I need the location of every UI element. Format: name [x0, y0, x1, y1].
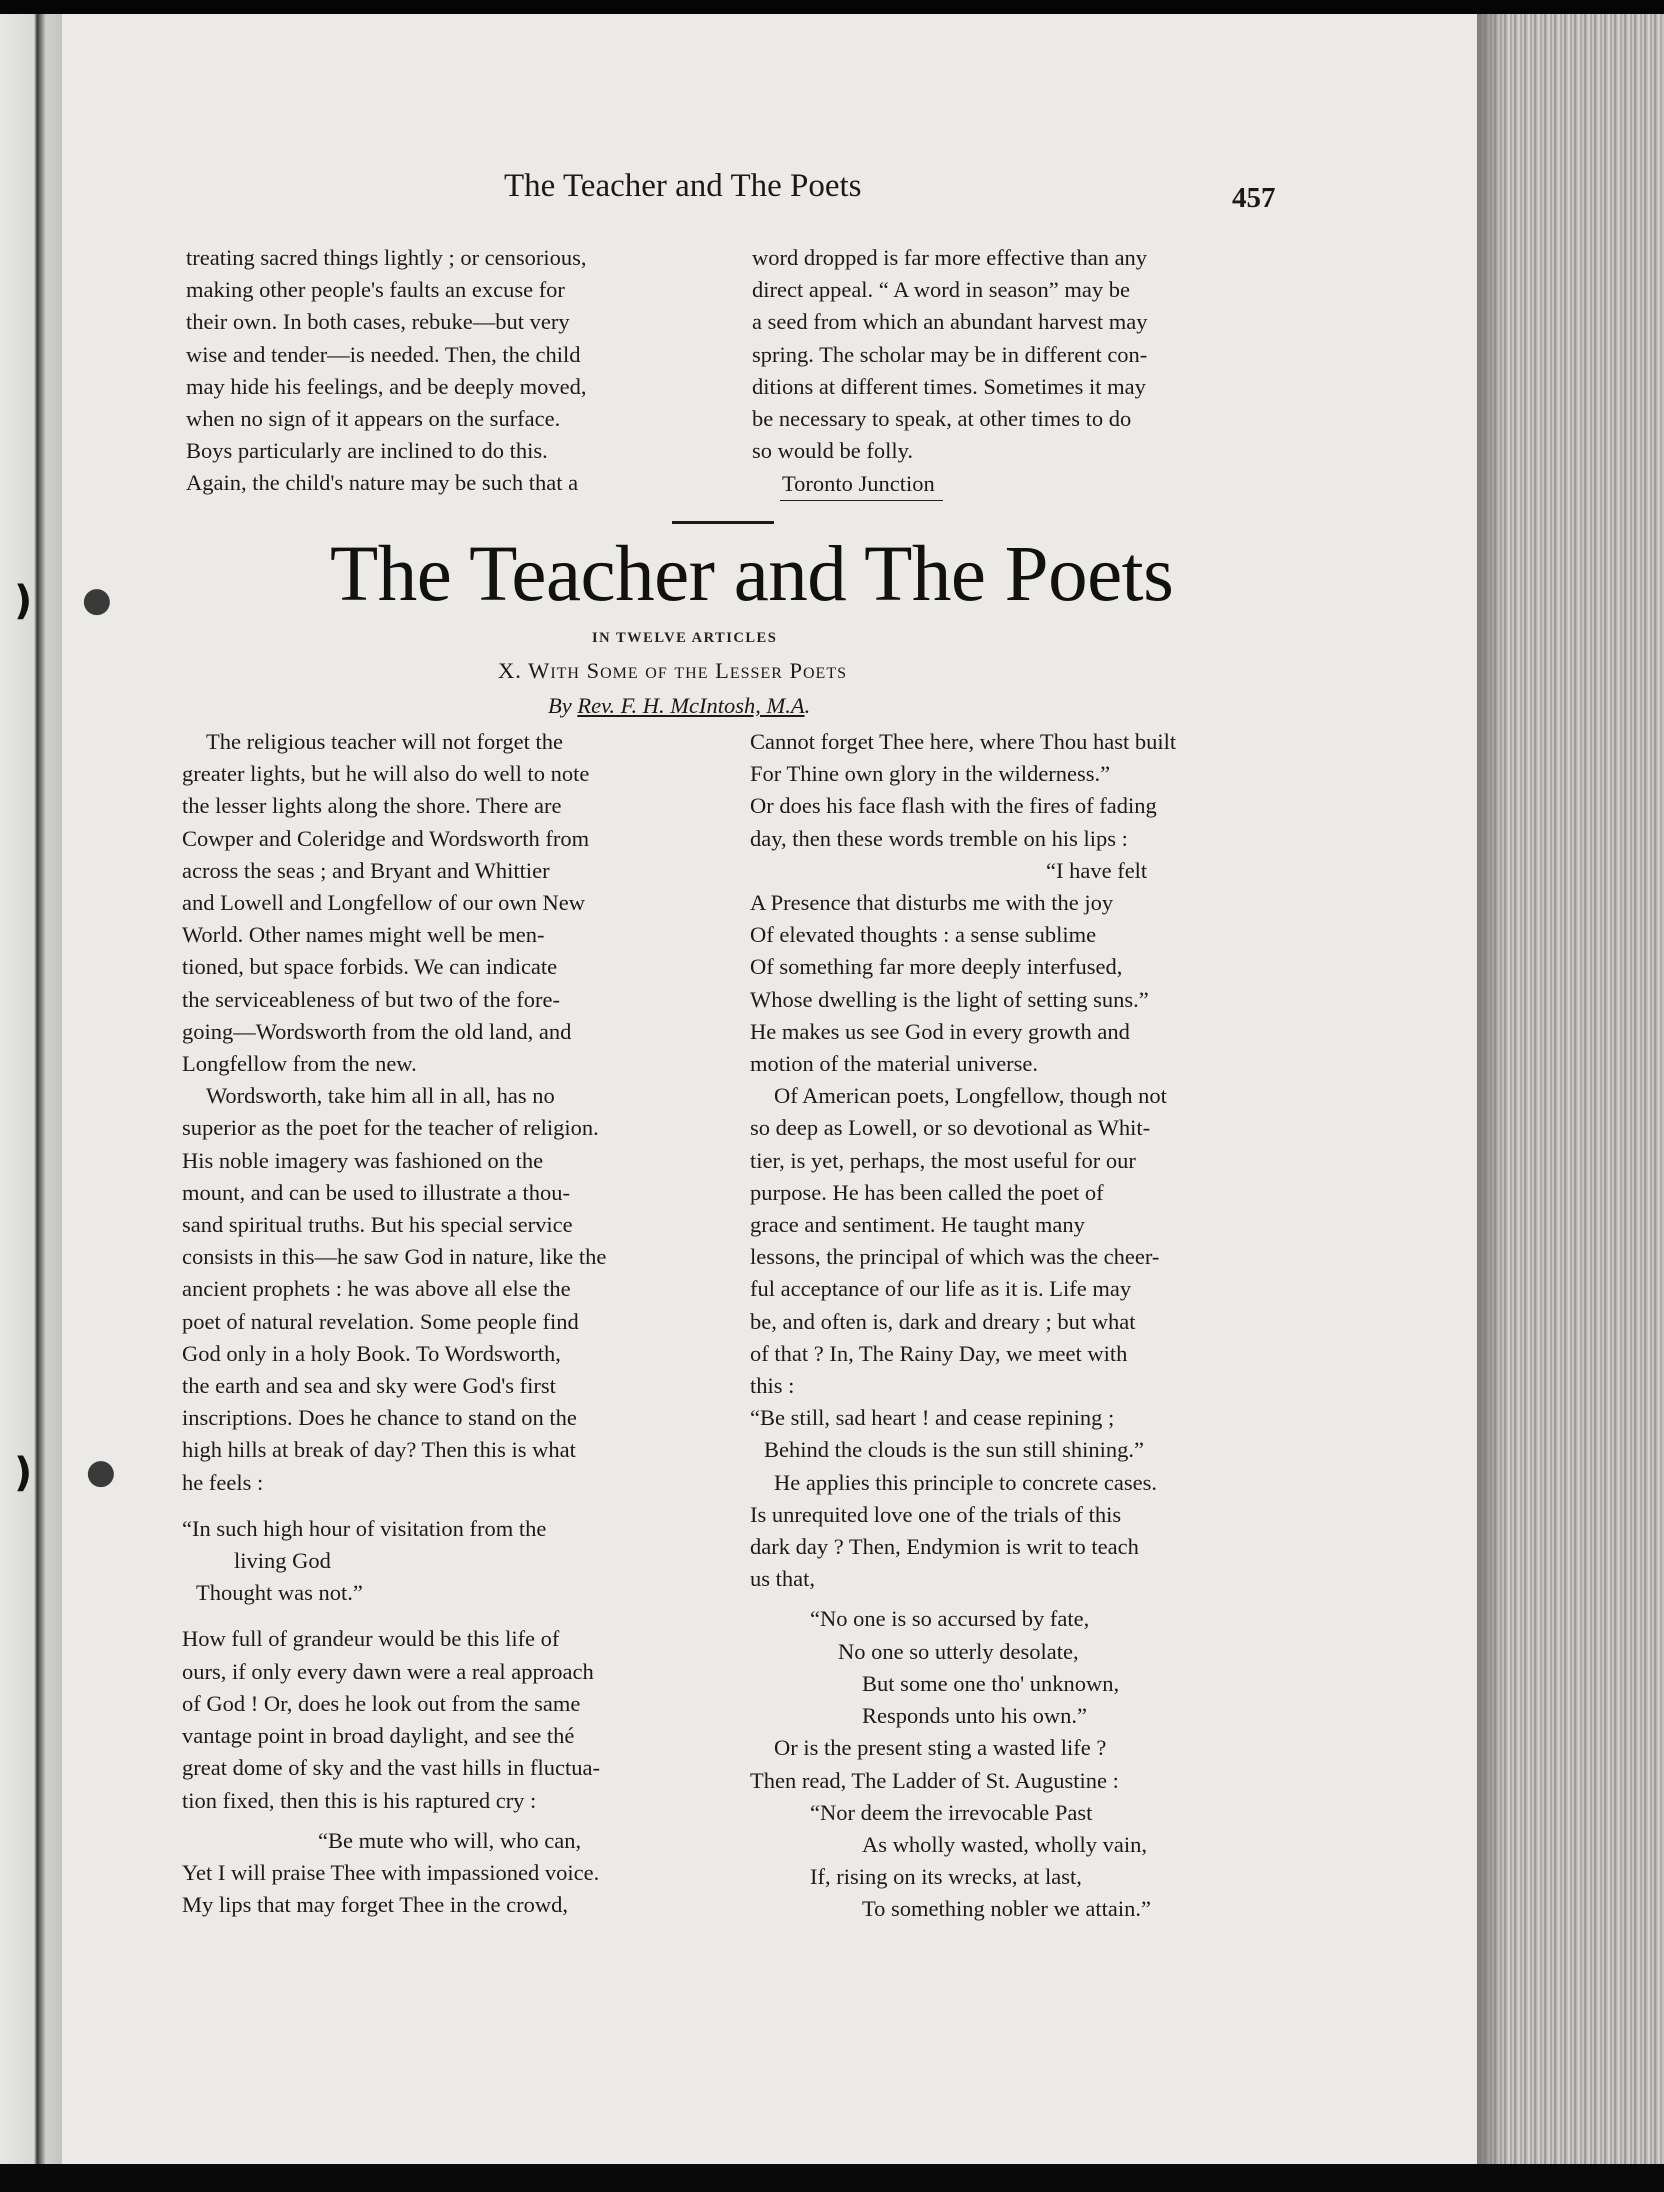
text-line: Boys particularly are inclined to do this. [186, 438, 548, 464]
text-line: the lesser lights along the shore. There are [182, 793, 562, 819]
verse-line: Cannot forget Thee here, where Thou hast built [750, 729, 1177, 754]
text-line: wise and tender—is needed. Then, the child [186, 341, 581, 367]
verse-line: If, rising on its wrecks, at last, [810, 1864, 1082, 1890]
spacer [182, 1499, 710, 1513]
text-line: of God ! Or, does he look out from the same [182, 1690, 581, 1716]
spacer [182, 1609, 710, 1623]
verse-line: “Nor deem the irrevocable Past [810, 1799, 1093, 1825]
text-line: His noble imagery was fashioned on the [182, 1147, 544, 1173]
verse-line: A Presence that disturbs me with the joy [750, 890, 1114, 916]
text-line: Cowper and Coleridge and Wordsworth from [182, 825, 590, 851]
text-line: Wordsworth, take him all in all, has no [206, 1083, 555, 1109]
scan-bottom-border [0, 2164, 1664, 2192]
text-line: going—Wordsworth from the old land, and [182, 1018, 572, 1044]
verse-line: “Be still, sad heart ! and cease repining ; [750, 1405, 1115, 1431]
text-line: this : [750, 1373, 795, 1399]
verse-line: “Be mute who will, who can, [318, 1827, 582, 1853]
binding-hole-icon: ) [14, 578, 33, 624]
text-line: vantage point in broad daylight, and see thé [182, 1723, 575, 1749]
article-title: The Teacher and The Poets [330, 531, 1174, 618]
text-line: day, then these words tremble on his lips : [750, 825, 1128, 851]
text-line: the earth and sea and sky were God's first [182, 1373, 556, 1399]
verse-line: “I have felt [1046, 857, 1148, 883]
text-line: Or does his face flash with the fires of fading [750, 793, 1157, 819]
spacer [182, 1817, 710, 1825]
verse-line: Behind the clouds is the sun still shining.” [764, 1437, 1144, 1463]
text-line: How full of grandeur would be this life of [182, 1626, 560, 1652]
verse-line: My lips that may forget Thee in the crowd, [182, 1892, 568, 1918]
text-line: making other people's faults an excuse for [186, 277, 565, 303]
author-name: Rev. F. H. McIntosh, M.A [577, 693, 805, 718]
text-line: grace and sentiment. He taught many [750, 1212, 1085, 1238]
verse-line: To something nobler we attain.” [862, 1896, 1151, 1922]
text-line: treating sacred things lightly ; or censorious, [186, 245, 587, 270]
verse-line: Whose dwelling is the light of setting suns.” [750, 986, 1149, 1012]
text-line: great dome of sky and the vast hills in fluctua- [182, 1755, 601, 1781]
text-line: He makes us see God in every growth and [750, 1018, 1130, 1044]
text-line: purpose. He has been called the poet of [750, 1179, 1104, 1205]
book-page-stack-edge [1477, 14, 1664, 2164]
text-line: motion of the material universe. [750, 1051, 1039, 1077]
verse-line: Of something far more deeply interfused, [750, 954, 1123, 980]
article-right-column [750, 726, 1282, 1926]
section-divider [672, 521, 774, 524]
text-line: Longfellow from the new. [182, 1051, 417, 1077]
article-left-column [182, 726, 710, 1921]
text-line: dark day ? Then, Endymion is writ to teach [750, 1534, 1139, 1560]
text-line: superior as the poet for the teacher of religion. [182, 1115, 599, 1141]
text-line: a seed from which an abundant harvest may [752, 309, 1148, 335]
text-line: mount, and can be used to illustrate a thou- [182, 1179, 571, 1205]
text-line: of that ? In, The Rainy Day, we meet with [750, 1340, 1128, 1366]
text-line: be, and often is, dark and dreary ; but what [750, 1308, 1136, 1334]
text-line: direct appeal. “ A word in season” may be [752, 277, 1130, 303]
text-line: the serviceableness of but two of the fore- [182, 986, 560, 1012]
text-line: ancient prophets : he was above all else the [182, 1276, 571, 1302]
page-number: 457 [1232, 182, 1276, 214]
previous-article-right-column [752, 242, 1282, 467]
verse-line: “No one is so accursed by fate, [810, 1606, 1090, 1632]
text-line: be necessary to speak, at other times to do [752, 406, 1132, 432]
text-line: their own. In both cases, rebuke—but very [186, 309, 570, 335]
text-line: high hills at break of day? Then this is what [182, 1437, 576, 1463]
text-line: across the seas ; and Bryant and Whittier [182, 857, 550, 883]
verse-line: As wholly wasted, wholly vain, [862, 1831, 1147, 1857]
text-line: so deep as Lowell, or so devotional as Whit- [750, 1115, 1151, 1141]
text-line: inscriptions. Does he chance to stand on the [182, 1405, 577, 1431]
text-line: may hide his feelings, and be deeply moved, [186, 373, 587, 399]
verse-line: But some one tho' unknown, [862, 1670, 1120, 1696]
verse-line: Of elevated thoughts : a sense sublime [750, 922, 1097, 948]
text-line: Of American poets, Longfellow, though not [774, 1083, 1167, 1109]
series-subtitle: IN TWELVE ARTICLES [592, 630, 778, 646]
previous-page-edge [0, 14, 62, 2164]
text-line: sand spiritual truths. But his special service [182, 1212, 573, 1238]
text-line: Or is the present sting a wasted life ? [774, 1735, 1107, 1761]
text-line: Then read, The Ladder of St. Augustine : [750, 1767, 1119, 1793]
verse-line: No one so utterly desolate, [838, 1638, 1079, 1664]
text-line: he feels : [182, 1469, 264, 1495]
text-line: He applies this principle to concrete cases. [774, 1469, 1157, 1495]
text-line: lessons, the principal of which was the cheer- [750, 1244, 1160, 1270]
text-line: spring. The scholar may be in different con- [752, 341, 1148, 367]
verse-line: “In such high hour of visitation from the [182, 1515, 547, 1541]
previous-article-signoff: Toronto Junction [780, 468, 943, 501]
verse-line: Thought was not.” [196, 1580, 363, 1606]
previous-article-left-column [186, 242, 718, 500]
text-line: tion fixed, then this is his raptured cry : [182, 1787, 537, 1813]
byline-prefix: By [548, 693, 578, 718]
text-line: World. Other names might well be men- [182, 922, 545, 948]
text-line: consists in this—he saw God in nature, like the [182, 1244, 607, 1270]
text-line: us that, [750, 1566, 815, 1592]
text-line: Is unrequited love one of the trials of this [750, 1501, 1122, 1527]
byline [548, 693, 810, 719]
text-line: so would be folly. [752, 438, 914, 464]
text-line: God only in a holy Book. To Wordsworth, [182, 1340, 561, 1366]
text-line: word dropped is far more effective than any [752, 245, 1148, 270]
text-line: Again, the child's nature may be such that a [186, 470, 579, 496]
byline-suffix: . [804, 693, 811, 718]
text-line: greater lights, but he will also do well to note [182, 761, 590, 787]
text-line: and Lowell and Longfellow of our own New [182, 890, 586, 916]
text-line: ours, if only every dawn were a real approach [182, 1658, 594, 1684]
text-line: tioned, but space forbids. We can indicate [182, 954, 558, 980]
binding-hole-icon: ● [82, 580, 112, 620]
verse-line: Responds unto his own.” [862, 1703, 1087, 1729]
text-line: ful acceptance of our life as it is. Life may [750, 1276, 1132, 1302]
text-line: The religious teacher will not forget the [206, 729, 563, 754]
spacer [750, 1595, 1282, 1603]
verse-line: Yet I will praise Thee with impassioned voice. [182, 1859, 600, 1885]
binding-hole-icon: ● [86, 1452, 116, 1492]
text-line: ditions at different times. Sometimes it may [752, 373, 1146, 399]
verse-line: For Thine own glory in the wilderness.” [750, 761, 1111, 787]
text-line: poet of natural revelation. Some people find [182, 1308, 579, 1334]
running-header-title: The Teacher and The Poets [504, 168, 862, 204]
text-line: when no sign of it appears on the surface. [186, 406, 561, 432]
binding-hole-icon: ) [14, 1450, 33, 1496]
scan-top-border [0, 0, 1664, 14]
text-line: tier, is yet, perhaps, the most useful for our [750, 1147, 1136, 1173]
verse-line: living God [234, 1548, 331, 1574]
article-heading: X. With Some of the Lesser Poets [498, 658, 848, 683]
